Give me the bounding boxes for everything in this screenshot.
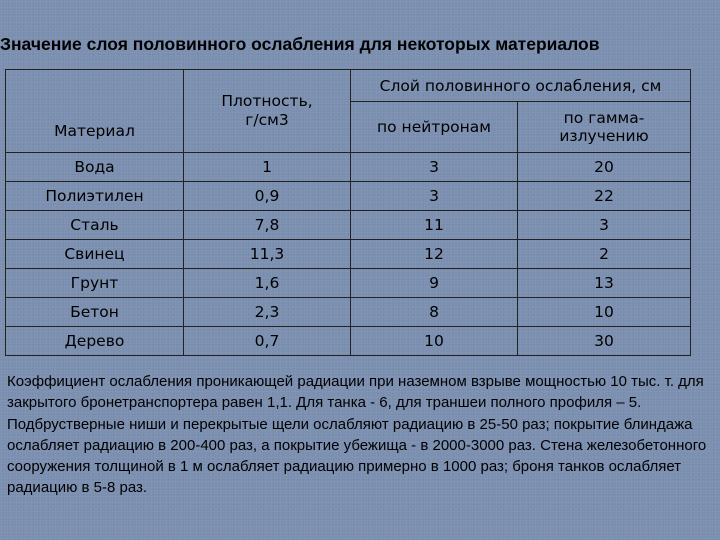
- cell-density: 11,3: [184, 240, 351, 269]
- half-value-layer-table: [5, 69, 691, 356]
- cell-density: 7,8: [184, 211, 351, 240]
- table-row: [6, 269, 691, 298]
- cell-gamma: 30: [518, 327, 691, 356]
- header-material: Материал: [6, 70, 184, 153]
- cell-density: 0,9: [184, 182, 351, 211]
- table-row: [6, 211, 691, 240]
- cell-material: Полиэтилен: [6, 182, 184, 211]
- header-density: [184, 70, 351, 153]
- header-gamma-line2: излучению: [559, 127, 649, 145]
- cell-material: Грунт: [6, 269, 184, 298]
- header-gamma: [518, 102, 691, 153]
- cell-density: 0,7: [184, 327, 351, 356]
- cell-neutrons: 9: [351, 269, 518, 298]
- cell-density: 1: [184, 153, 351, 182]
- cell-material: Сталь: [6, 211, 184, 240]
- cell-gamma: 22: [518, 182, 691, 211]
- cell-material: Свинец: [6, 240, 184, 269]
- cell-neutrons: 3: [351, 153, 518, 182]
- cell-density: 1,6: [184, 269, 351, 298]
- header-gamma-line1: по гамма-: [563, 109, 645, 127]
- cell-material: Дерево: [6, 327, 184, 356]
- cell-gamma: 13: [518, 269, 691, 298]
- header-density-line2: г/см3: [245, 111, 289, 129]
- cell-material: Бетон: [6, 298, 184, 327]
- table-row: [6, 153, 691, 182]
- cell-neutrons: 3: [351, 182, 518, 211]
- cell-density: 2,3: [184, 298, 351, 327]
- cell-gamma: 20: [518, 153, 691, 182]
- cell-neutrons: 10: [351, 327, 518, 356]
- cell-material: Вода: [6, 153, 184, 182]
- attenuation-note: Коэффициент ослабления проникающей радиации при наземном взрыве мощностью 10 тыс. т. для закрытого бронетранспортера равен 1,1. Для танка - 6, для траншеи полного профиля – 5. Подбрустверные ниши и перекрытые щели ослабляют радиацию в 25-50 раз; покрытие блиндажа ослабляет радиацию в 200-400 раз, а покрытие убежища - в 2000-3000 раз. Стена железобетонного сооружения толщиной в 1 м ослабляет радиацию примерно в 1000 раз; броня танков ослабляет радиацию в 5-8 раз.: [7, 373, 707, 497]
- cell-neutrons: 11: [351, 211, 518, 240]
- cell-neutrons: 12: [351, 240, 518, 269]
- cell-neutrons: 8: [351, 298, 518, 327]
- header-half-layer: Слой половинного ослабления, см: [351, 70, 691, 102]
- table-row: [6, 327, 691, 356]
- cell-gamma: 3: [518, 211, 691, 240]
- header-neutrons: по нейтронам: [351, 102, 518, 153]
- cell-gamma: 2: [518, 240, 691, 269]
- slide-title: Значение слоя половинного ослабления для некоторых материалов: [0, 34, 600, 54]
- table-row: [6, 182, 691, 211]
- cell-gamma: 10: [518, 298, 691, 327]
- header-density-line1: Плотность,: [221, 92, 313, 110]
- table-row: [6, 298, 691, 327]
- table-row: [6, 240, 691, 269]
